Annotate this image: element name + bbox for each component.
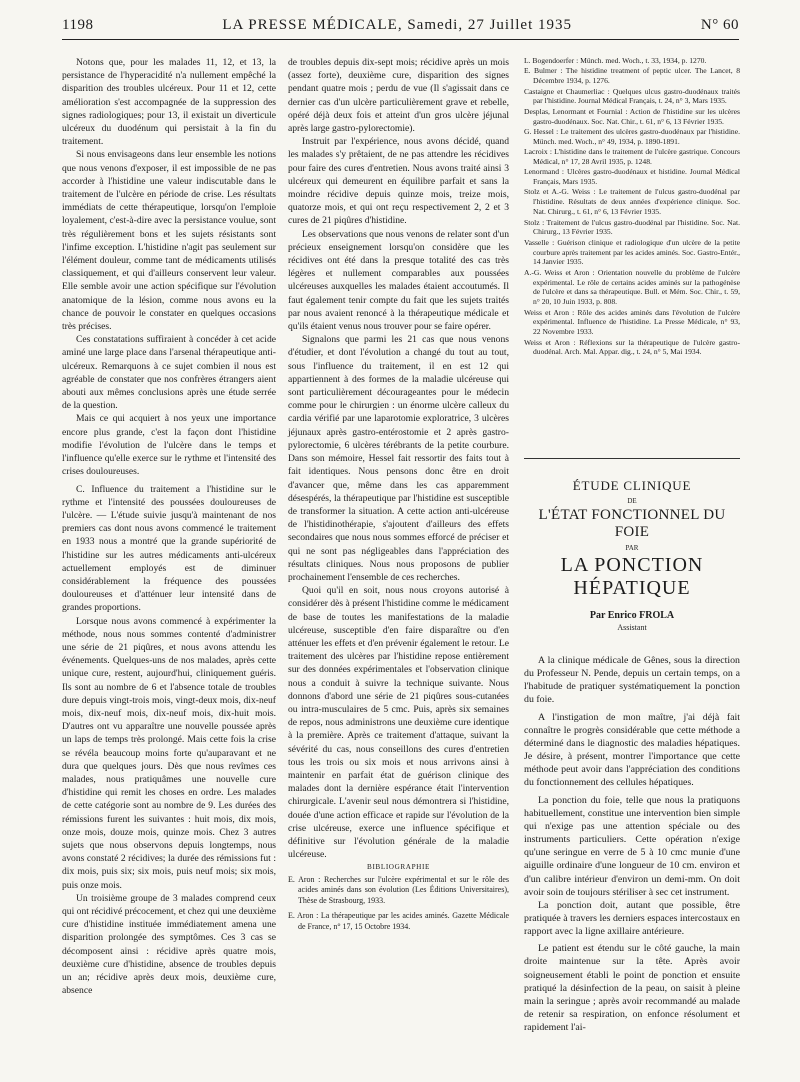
reference-list bbox=[524, 56, 740, 358]
paragraph: La ponction du foie, telle que nous la pratiquons habituellement, constitue une intervention bien simple qui n'exige pas une attention spéciale ou des instruments particuliers. Cette opération n'exige qu'une seringue en verre de 5 à 10 cmc munie d'une aiguille ordinaire d'une longueur de 10 cm. environ et d'un calibre intérieur d'environ un demi-mm. On doit avoir soin de toujours stériliser à sec cet instrument. bbox=[524, 794, 740, 898]
paragraph: Ces constatations suffiraient à concéder à cet acide aminé une large place dans l'arsenal thérapeutique anti-ulcéreux. Remarquons à ce sujet combien il nous est agréable de constater que nos confrères étrangers aient abouti aux mêmes conclusions après une étude serrée de la question. bbox=[62, 334, 276, 412]
paragraph: Signalons que parmi les 21 cas que nous venons d'étudier, et dont l'évolution a changé du tout au tout, sous l'influence du traitement, il en est 12 qui appartiennent à des formes de la maladie ulcéreuse qui sont particulièrement décourageantes pour le médecin comme pour le chirurgien : un énorme ulcère calleux du cardia vérifié par une laparotomie exploratrice, 3 ulcères jéjunaux après gastro-entérostomie et 2 après gastro-pylorectomie, 6 ulcères térébrants de la petite courbure. Dans son mémoire, Hessel fait ressortir des faits tout à fait identiques. Nous pensons donc être en droit d'avancer que, même dans les cas apparemment désespérés, la thérapeutique par l'histidine est susceptible de transformer la situation. A cette action anti-ulcéreuse de l'histidinothérapie, s'ajoutent d'ailleurs des effets secondaires que nous nous sommes efforcé de préciser et qui ne sont pas négligeables dans l'appréciation des résultats cliniques. Nous nous proposons de publier prochainement l'ensemble de ces recherches. bbox=[288, 334, 509, 583]
reference-item: Castaigne et Chaumerliac : Quelques ulcus gastro-duodénaux traités par l'histidine. Journal Médical Français, t. 24, n° 3, Mars 1935. bbox=[524, 86, 740, 106]
reference-item: Desplas, Lenormant et Fournial : Action de l'histidine sur les ulcères gastro-duodénaux. Soc. Nat. Chir., t. 61, n° 6, 13 Février 1935. bbox=[524, 106, 740, 126]
paragraph: de troubles depuis dix-sept mois; récidive après un mois (assez forte), deuxième cure, disparition des signes pendant quatre mois ; perdu de vue (Il s'agissait dans ce dernier cas d'un ulcère particulièrement grave et rebelle, opéré déjà deux fois et atteint d'un gros ulcère jéjunal après large gastro-pylorectomie). bbox=[288, 57, 509, 135]
issue-number: N° 60 bbox=[700, 17, 739, 33]
author-title: Assistant bbox=[617, 623, 647, 632]
bibliography-item: E. Aron : Recherches sur l'ulcère expérimental et sur le rôle des acides aminés dans son évolution (Les Éditions Universitaires), Thèse de Strasbourg, 1933. bbox=[288, 874, 509, 905]
paragraph: Un troisième groupe de 3 malades comprend ceux qui ont récidivé précocement, et chez qui une deuxième cure d'histidine instituée immédiatement amena une disparition prolongée des symptômes. Ces 3 cas se décomposent ainsi : récidive après quatre mois, deuxième cure d'histidine, absence de troubles depuis un an; récidive après deux mois, deuxième cure, absence bbox=[62, 892, 276, 997]
paragraph: Lorsque nous avons commencé à expérimenter la méthode, nous nous sommes contenté d'administrer une série de 21 piqûres, et nous avons attendu les événements. Quelques-uns de nos malades, après cette unique cure, restent, aujourd'hui, cliniquement guéris. Ils sont au nombre de 6 et l'absence totale de troubles dure depuis vingt-trois mois, vingt-deux mois, dix-neuf mois, dix-neuf mois, dix-neuf mois, dix-huit mois. D'autres ont vu apparaître une nouvelle poussée après un laps de temps très prolongé. Mais cette fois la crise se révéla beaucoup moins forte qu'auparavant et ne dura que quelques jours. Dès que nous revîmes ces malades, nous pratiquâmes une nouvelle cure d'histidine qui remit les choses en ordre. Les malades de cette catégorie sont au nombre de 9. Les durées des rémissions furent les suivantes : huit mois, dix mois, onze mois, douze mois, quinze mois. Chez 3 autres sujets que nous observons depuis longtemps, nous avons constaté 2 récidives; la durée des rémissions fut : dix mois, puis six; six mois, puis neuf mois; six mois, puis onze mois. bbox=[62, 615, 276, 891]
paragraph: Notons que, pour les malades 11, 12, et 13, la persistance de l'hyperacidité n'a nullement empêché la disparition des troubles ulcéreux. Pour 11 et 12, cette amélioration s'est accompagnée de la suppression des signes radiologiques; pour 13, il existait un diverticule ulcéreux du duodénum qui persistait à la fin du traitement. bbox=[62, 57, 276, 148]
reference-item: Stolz : Traitement de l'ulcus gastro-duodénal par l'histidine. Soc. Nat. Chirurg., 13 Février 1935. bbox=[524, 217, 740, 237]
section-paragraph: C. Influence du traitement a l'histidine sur le rythme et l'intensité des poussées douloureuses de l'ulcère. — L'étude suivie jusqu'à maintenant de nos premiers cas dont nous avons commencé le traitement en 1933 nous a montré que la grande supériorité de l'histidine sur les autres médicaments anti-ulcéreux actuellement employés est de diminuer considérablement la fréquence des poussées douloureuses et d'atténuer leur intensité dans de grandes proportions. bbox=[62, 483, 276, 614]
reference-item: Stolz et A.-G. Weiss : Le traitement de l'ulcus gastro-duodénal par l'histidine. Résultats de deux années d'expérience clinique. Soc. Nat. Chirurg., t. 61, n° 6, 13 Février 1935. bbox=[524, 187, 740, 217]
bibliography-item: E. Aron : La thérapeutique par les acides aminés. Gazette Médicale de France, n° 17, 15 Octobre 1934. bbox=[288, 911, 509, 931]
reference-item: L. Bogendoerfer : Münch. med. Woch., t. 33, 1934, p. 1270. bbox=[524, 56, 707, 65]
reference-item: E. Bulmer : The histidine treatment of peptic ulcer. The Lancet, 8 Décembre 1934, p. 1276. bbox=[524, 66, 740, 86]
article-heading-line: PAR bbox=[625, 544, 639, 552]
column-left bbox=[62, 56, 276, 997]
page-header bbox=[62, 17, 739, 40]
reference-item: Vasselle : Guérison clinique et radiologique d'un ulcère de la petite courbure après traitement par les acides aminés. Soc. Gastro-Entér., 14 Janvier 1935. bbox=[524, 237, 740, 267]
paragraph: Mais ce qui acquiert à nos yeux une importance encore plus grande, c'est la façon dont l'histidine modifie l'évolution de l'ulcère dans le temps et l'influence qu'elle exerce sur le rythme et l'intensité des crises douloureuses. bbox=[62, 413, 276, 478]
reference-item: Lacroix : L'histidine dans le traitement de l'ulcère gastrique. Concours Médical, n° 17, 28 Avril 1935, p. 1248. bbox=[524, 147, 740, 166]
paragraph: Le patient est étendu sur le côté gauche, la main droite maintenue sur la tête. Après avoir soigneusement établi le point de ponction et ensuite pratiqué la désinfection de la peau, on saisit à pleine main la seringue ; après avoir recommandé au malade de retenir sa respiration, on enfonce résolument et rapidement l'ai- bbox=[524, 943, 740, 1034]
page-number: 1198 bbox=[62, 17, 94, 33]
article-title: LA PONCTION HÉPATIQUE bbox=[560, 554, 704, 599]
reference-item: Weiss et Aron : Rôle des acides aminés dans l'évolution de l'ulcère expérimental. Influence de l'histidine. La Presse Médicale, n° 93, 22 Novembre 1933. bbox=[524, 307, 740, 337]
paragraph: La ponction doit, autant que possible, être pratiquée à travers les derniers espaces intercostaux en rapport avec la ligne axillaire antérieure. bbox=[524, 899, 740, 938]
reference-item: Weiss et Aron : Réflexions sur la thérapeutique de l'ulcère gastro-duodénal. Arch. Mal. Appar. dig., t. 24, n° 5, Mai 1934. bbox=[524, 337, 740, 357]
paragraph: Quoi qu'il en soit, nous nous croyons autorisé à considérer dès à présent l'histidine comme le médicament de base de toutes les manifestations de la maladie ulcéreuse, susceptible d'en faire disparaître ou d'en atténuer les effets et d'en prévenir également le retour. Le traitement des ulcères par l'histidine repose entièrement sur des données expérimentales et l'observation clinique nous a conduit à suivre la technique suivante. Nous donnons d'abord une série de 21 piqûres sous-cutanées ou intra-musculaires de 5 cmc. Puis, après six semaines de repos, nous administrons une deuxième cure identique à la première. Après ce traitement d'attaque, suivant la sévérité du cas, nous conseillons des cures d'entretien tous les trois ou six mois et nous arrivons ainsi à maintenir en parfait état de guérison clinique des malades dont la dernière espérance était l'intervention chirurgicale. L'avenir seul nous démontrera si l'histidine, douée d'une action efficace et rapide sur l'évolution de la crise ulcéreuse, exerce une influence spécifique et définitive sur l'évolution générale de la maladie ulcéreuse. bbox=[288, 585, 509, 861]
article-heading-line: L'ÉTAT FONCTIONNEL DU FOIE bbox=[538, 507, 726, 540]
paragraph: Instruit par l'expérience, nous avons décidé, quand les malades s'y prêtaient, de ne pas attendre les récidives pour faire des cures d'entretien. Nous avons traité ainsi 3 ulcéreux qui demeurent en équilibre parfait et sans la moindre récidive depuis quinze mois, treize mois, quatorze mois, et qui ont reçu respectivement 2, 2 et 3 cures de 21 piqûres d'histidine. bbox=[288, 136, 509, 227]
paragraph: A l'instigation de mon maître, j'ai déjà fait connaître le progrès considérable que cette méthode a déterminé dans le diagnostic des maladies hépatiques. Je désire, à présent, montrer l'importance que cette méthode peut avoir dans l'appréciation des conditions du fonctionnement des cellules hépatiques. bbox=[524, 711, 740, 789]
paragraph: A la clinique médicale de Gênes, sous la direction du Professeur N. Pende, depuis un certain temps, on a l'habitude de pratiquer systématiquement la ponction du foie. bbox=[524, 655, 740, 706]
article-heading bbox=[524, 478, 740, 632]
paragraph: Les observations que nous venons de relater sont d'un précieux enseignement lorsqu'on considère que les récidives ont été dans la presque totalité des cas très légères et nullement comparables aux poussées ulcéreuses auxquelles les malades étaient accoutumés. Il faut également tenir compte du fait que les sujets traités par nous avaient renoncé à la thérapeutique médicale et qu'ils étaient venus nous trouver pour se faire opérer. bbox=[288, 228, 509, 333]
bibliography-title: BIBLIOGRAPHIE bbox=[367, 863, 430, 872]
section-divider bbox=[524, 458, 740, 459]
article-heading-line: DE bbox=[627, 497, 637, 505]
reference-item: Lenormand : Ulcères gastro-duodénaux et histidine. Journal Médical Français, Mars 1935. bbox=[524, 167, 740, 187]
article-body bbox=[524, 654, 740, 1034]
reference-item: A.-G. Weiss et Aron : Orientation nouvelle du problème de l'ulcère expérimental. Le rôle de certains acides aminés sur la pathogénèse de l'ulcère et dans sa thérapeutique. Bull. et Mém. Soc. Chir., t. 59, n° 20, 10 Juin 1933, p. 808. bbox=[524, 267, 740, 307]
article-heading-line: ÉTUDE CLINIQUE bbox=[572, 478, 692, 493]
reference-item: G. Hessel : Le traitement des ulcères gastro-duodénaux par l'histidine. Münch. med. Woch., n° 49, 1934, p. 1890-1891. bbox=[524, 126, 740, 146]
column-middle bbox=[288, 56, 509, 938]
article-author: Par Enrico FROLA bbox=[589, 610, 675, 621]
paragraph: Si nous envisageons dans leur ensemble les notions que nous venons d'exposer, il est impossible de ne pas accorder à l'histidine une valeur indiscutable dans le traitement de l'ulcère en période de crise. Les résultats immédiats de cette thérapeutique, lorsqu'on l'emploie loyalement, c'est-à-dire avec la persistance voulue, sont très régulièrement bons et les sujets résistants sont l'infime exception. L'histidine n'agit pas seulement sur l'élément douleur, comme tant de médicaments utilisés classiquement, et qui d'ailleurs conservent leur valeur. Elle semble avoir une action spécifique sur l'évolution anatomique de la lésion, comme nous avons eu la chance de pouvoir le constater en quelques occasions très précises. bbox=[62, 149, 276, 333]
journal-title: LA PRESSE MÉDICALE, Samedi, 27 Juillet 1935 bbox=[222, 17, 573, 33]
